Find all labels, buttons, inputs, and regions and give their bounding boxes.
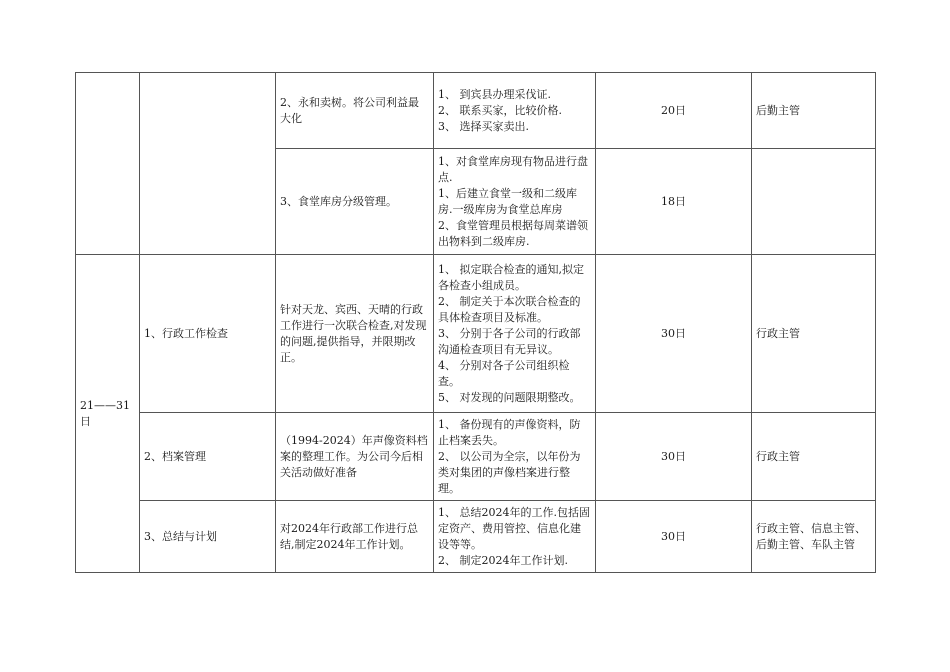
step-item: 4、 分别对各子公司组织检查。 — [438, 358, 570, 388]
target-cell: 针对天龙、宾西、天晴的行政工作进行一次联合检查,对发现的问题,提供指导，并限期改正。 — [276, 255, 434, 413]
table-row — [76, 413, 876, 501]
work-plan-table — [75, 72, 876, 573]
target-cell: 3、食堂库房分级管理。 — [276, 149, 434, 255]
step-item: 1、后建立食堂一级和二级库房.一级库房为食堂总库房 — [438, 186, 577, 216]
step-item: 3、 分别于各子公司的行政部沟通检查项目有无异议。 — [438, 326, 581, 356]
days-cell: 18日 — [596, 149, 752, 255]
step-item: 2、 制定2024年工作计划. — [438, 553, 568, 567]
target-cell: （1994-2024）年声像资料档案的整理工作。为公司今后相关活动做好准备 — [276, 413, 434, 501]
step-item: 5、 对发现的问题限期整改。 — [438, 390, 581, 404]
steps-list — [438, 154, 591, 250]
owner-cell: 后勤主管 — [752, 73, 876, 149]
steps-list — [438, 262, 591, 406]
item-cell: 1、行政工作检查 — [140, 255, 276, 413]
step-item: 1、 备份现有的声像资料，防止档案丢失。 — [438, 417, 581, 447]
steps-list — [438, 417, 591, 497]
item-cell: 2、档案管理 — [140, 413, 276, 501]
owner-cell: 行政主管、信息主管、后勤主管、车队主管 — [752, 501, 876, 573]
step-item: 3、 选择买家卖出. — [438, 119, 529, 133]
period-cell: 21——31日 — [76, 255, 140, 573]
days-cell: 20日 — [596, 73, 752, 149]
days-cell: 30日 — [596, 413, 752, 501]
step-item: 2、 以公司为全宗，以年份为类对集团的声像档案进行整理。 — [438, 449, 581, 495]
step-item: 1、对食堂库房现有物品进行盘点. — [438, 154, 588, 184]
table-row — [76, 501, 876, 573]
step-item: 2、食堂管理员根据每周菜谱领出物料到二级库房. — [438, 218, 588, 248]
table-row — [76, 73, 876, 149]
days-cell: 30日 — [596, 501, 752, 573]
steps-list — [438, 87, 591, 135]
steps-list — [438, 505, 591, 569]
table-row — [76, 255, 876, 413]
steps-cell — [434, 255, 596, 413]
step-item: 2、 联系买家，比较价格. — [438, 103, 562, 117]
step-item: 1、 拟定联合检查的通知,拟定各检查小组成员。 — [438, 262, 584, 292]
steps-cell — [434, 149, 596, 255]
steps-cell — [434, 413, 596, 501]
owner-cell: 行政主管 — [752, 413, 876, 501]
step-item: 2、 制定关于本次联合检查的具体检查项目及标准。 — [438, 294, 581, 324]
target-cell: 对2024年行政部工作进行总结,制定2024年工作计划。 — [276, 501, 434, 573]
period-cell — [76, 73, 140, 255]
steps-cell — [434, 73, 596, 149]
target-cell: 2、永和卖树。将公司利益最大化 — [276, 73, 434, 149]
steps-cell — [434, 501, 596, 573]
item-cell — [140, 73, 276, 255]
days-cell: 30日 — [596, 255, 752, 413]
step-item: 1、 总结2024年的工作.包括固定资产、费用管控、信息化建设等等。 — [438, 505, 590, 551]
step-item: 1、 到宾县办理采伐证. — [438, 87, 551, 101]
owner-cell: 行政主管 — [752, 255, 876, 413]
item-cell: 3、总结与计划 — [140, 501, 276, 573]
owner-cell — [752, 149, 876, 255]
